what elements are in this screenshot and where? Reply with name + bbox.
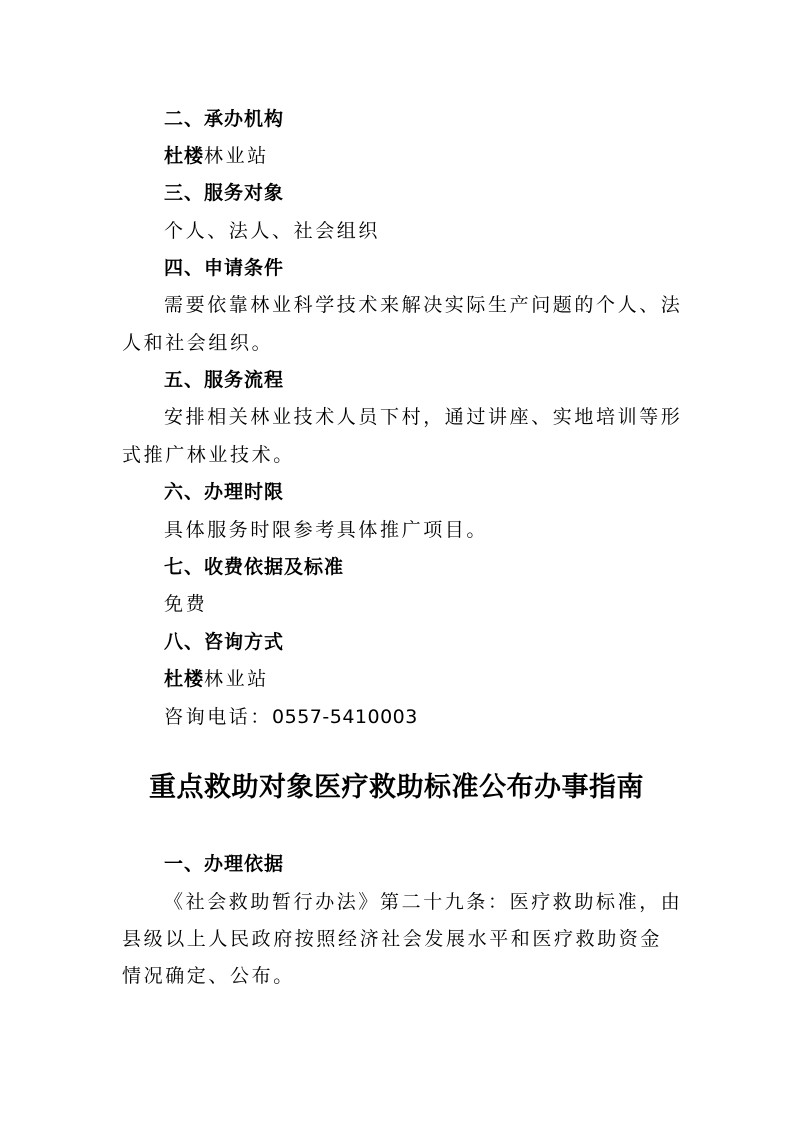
organizer-name-rest: 林业站	[204, 145, 269, 167]
fees-text: 免费	[164, 593, 208, 615]
guide-title: 重点救助对象医疗救助标准公布办事指南	[149, 772, 644, 803]
phone-label: 咨询电话：	[164, 706, 273, 728]
consultation-org-bold: 杜楼	[164, 668, 205, 690]
organizer-text	[164, 144, 269, 168]
process-text-line-2: 式推广林业技术。	[122, 444, 295, 466]
basis-text-line-2: 县级以上人民政府按照经济社会发展水平和医疗救助资金	[122, 928, 663, 950]
consultation-org-rest: 林业站	[204, 668, 269, 690]
section-heading-consultation: 八、咨询方式	[164, 631, 285, 653]
conditions-text-line-2: 人和社会组织。	[122, 332, 274, 354]
conditions-text-line-1: 需要依靠林业科学技术来解决实际生产问题的个人、法	[164, 294, 683, 316]
basis-text-line-3: 情况确定、公布。	[122, 965, 295, 987]
time-limit-text: 具体服务时限参考具体推广项目。	[164, 519, 489, 541]
guide-section-heading-basis: 一、办理依据	[164, 853, 285, 875]
section-heading-fees: 七、收费依据及标准	[164, 556, 345, 578]
consultation-org-text	[164, 667, 269, 691]
section-heading-organizer: 二、承办机构	[164, 108, 285, 130]
section-heading-service-target: 三、服务对象	[164, 182, 285, 204]
basis-text-line-1: 《社会救助暂行办法》第二十九条：医疗救助标准，由	[164, 891, 683, 913]
section-heading-time-limit: 六、办理时限	[164, 481, 285, 503]
phone-number: 0557-5410003	[272, 706, 418, 728]
organizer-name-bold: 杜楼	[164, 145, 205, 167]
section-heading-process: 五、服务流程	[164, 369, 285, 391]
consultation-phone	[164, 705, 418, 729]
process-text-line-1: 安排相关林业技术人员下村，通过讲座、实地培训等形	[164, 406, 683, 428]
service-target-text: 个人、法人、社会组织	[164, 220, 381, 242]
section-heading-conditions: 四、申请条件	[164, 257, 285, 279]
